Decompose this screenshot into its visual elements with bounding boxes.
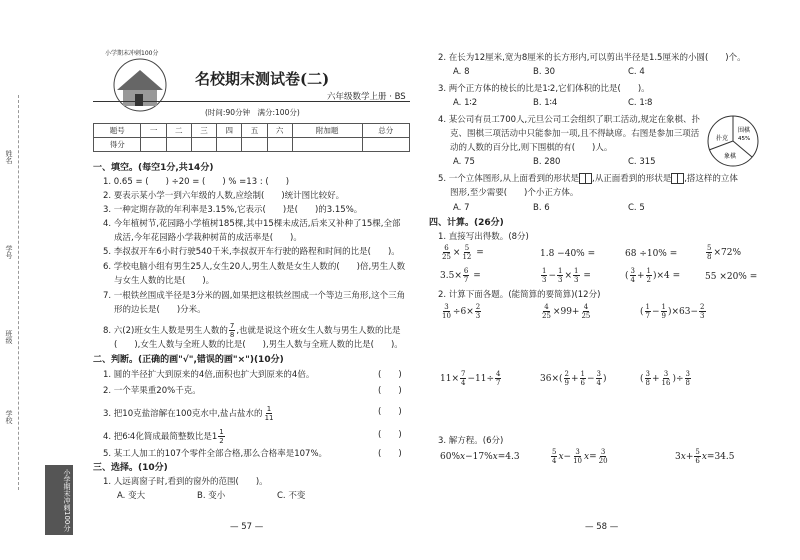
house-logo-icon [95,52,185,112]
equation-item: $\frac{5}{4}$ x− $\frac{3}{10}$ x= $\frac{3}{20}$ [552,448,608,465]
calc-1-item: 55 ×20% = [705,272,758,282]
score-header-row [94,124,410,138]
choice-q4-opt-b: B. 280 [533,157,561,167]
calc-1-item: 68 ÷10% = [625,249,678,259]
fill-q8-line2: ( ),女生人数与全班人数的比是( ),男生人数与全班人数的比是( )。 [114,340,403,350]
calc-1-item: $\frac{6}{25}$ × $\frac{5}{12}$ = [442,244,484,261]
choice-q4-line1: 4. 某公司有员工700人,元旦公司工会组织了职工活动,规定在象棋、扑 [438,115,700,125]
choice-q5-opt-c: C. 5 [628,203,645,213]
score-cell[interactable] [191,138,216,152]
score-header-cell: 二 [166,124,191,138]
fill-q4-line1: 4. 今年植树节,花园路小学植树185棵,其中15棵未成活,后来又补种了15棵,全部 [103,219,401,229]
judge-answer-paren[interactable]: ( ) [378,370,402,380]
fraction: $\frac{7}{8}$ [229,322,235,339]
calc-2-item: ( $\frac{1}{7}$ − $\frac{1}{9}$ )×63− $\frac{2}{3}$ [640,303,705,320]
choice-q4-line3: 动的人数的百分比,则下围棋的有( )人。 [450,143,613,153]
score-cell[interactable] [292,138,362,152]
fraction: $\frac{1}{11}$ [264,405,274,422]
choice-q3: 3. 两个正方体的棱长的比是1∶2,它们体积的比是( )。 [438,84,650,94]
calc-2-item: 36×( $\frac{2}{9}$ + $\frac{1}{6}$ − $\frac{3}{4}$ ) [540,370,607,387]
badge-arc-text: 小学期末冲刺100分 [105,50,159,57]
score-header-cell: 六 [267,124,292,138]
side-label-school: 学校 [5,410,13,424]
choice-q1-opt-b: B. 变小 [197,491,226,501]
fill-q7-line2: 形的边长是( )分米。 [114,305,206,315]
pie-label-go: 围棋 [738,127,751,134]
choice-q5-opt-b: B. 6 [533,203,550,213]
fill-q7-line1: 7. 一根铁丝围成半径是3分米的圆,如果把这根铁丝围成一个等边三角形,这个三角 [103,291,406,301]
score-row-label: 得分 [94,138,141,152]
choice-q2-opt-c: C. 4 [628,67,645,77]
judge-q4: 4. 把6∶4化简成最简整数比是1 $\frac{1}{2}$ [103,428,224,445]
fill-q5: 5. 李叔叔开车6小时行驶540千米,李叔叔开车行驶的路程和时间的比是( )。 [103,247,400,257]
calc-1-title: 1. 直接写出得数。(8分) [438,232,529,242]
section-3-title: 三、选择。(10分) [93,463,168,473]
choice-q4-opt-a: A. 75 [453,157,475,167]
equation-item: 3x+ $\frac{5}{6}$ x=34.5 [675,448,735,465]
judge-q3: 3. 把10克盐溶解在100克水中,盐占盐水的 $\frac{1}{11}$ [103,405,274,422]
choice-q1-opt-c: C. 不变 [277,491,306,501]
score-header-cell: 题号 [94,124,141,138]
calc-1-item: 3.5× $\frac{6}{7}$ = [440,267,481,284]
fill-q8-line1 [103,322,401,339]
score-cell[interactable] [217,138,242,152]
choice-q3-opt-b: B. 1∶4 [533,98,558,108]
fill-q8-pre: 8. 六(2)班女生人数是男生人数的 [103,326,228,336]
section-1-title: 一、填空。(每空1分,共14分) [93,163,214,173]
fill-q6-line2: 与女生人数的比是( )。 [114,276,215,286]
choice-q5-line1: 5. 一个立体图形,从上面看到的形状是 ,从正面看到的形状是 ,搭这样的立体 [438,174,738,184]
judge-answer-paren[interactable]: ( ) [378,449,402,459]
score-cell[interactable] [166,138,191,152]
subtitle: 六年级数学上册 · BS [327,92,406,102]
equation-item: 60%x−17%x=4.3 [440,452,520,462]
calc-2-item: 11× $\frac{7}{4}$ −11÷ $\frac{4}{7}$ [440,370,501,387]
calc-2-item: $\frac{3}{10}$ ÷6× $\frac{2}{3}$ [442,303,481,320]
calc-1-item: $\frac{5}{8}$ ×72% [707,244,742,261]
pie-label-percent: 45% [738,136,751,142]
fill-q8-post: ,也就是说这个班女生人数与男生人数的比是 [236,326,401,336]
title-rule [93,101,410,102]
fill-q4-line2: 成活,今年花园路小学栽种树苗的成活率是( )。 [114,233,302,243]
score-header-cell: 总分 [362,124,410,138]
choice-q5-opt-a: A. 7 [453,203,470,213]
side-label-class: 班级 [5,330,13,344]
exam-meta: (时间:90分钟 满分:100分) [205,108,300,117]
choice-q2: 2. 在长为12厘米,宽为8厘米的长方形内,可以剪出半径是1.5厘米的小圆( )个。 [438,53,746,63]
choice-q1: 1. 人远离窗子时,看到的窗外的范围( )。 [103,477,268,487]
side-label-name: 姓名 [5,150,13,164]
choice-q4-line2: 克、围棋三项活动中只能参加一项,且不得缺席。右图是参加三项活 [450,129,700,139]
score-table [93,123,410,152]
judge-answer-paren[interactable]: ( ) [378,386,402,396]
judge-answer-paren[interactable]: ( ) [378,407,402,417]
calc-2-item: $\frac{4}{25}$ ×99+ $\frac{4}{25}$ [542,303,591,320]
score-header-cell: 四 [217,124,242,138]
score-cell[interactable] [141,138,166,152]
score-header-cell: 附加题 [292,124,362,138]
page-title: 名校期末测试卷(二) [195,70,330,88]
section-2-title: 二、判断。(正确的画"√",错误的画"×")(10分) [93,355,284,365]
judge-q5: 5. 某工人加工的107个零件全部合格,那么合格率是107%。 [103,449,328,459]
score-row [94,138,410,152]
judge-answer-paren[interactable]: ( ) [378,430,402,440]
calc-3-title: 3. 解方程。(6分) [438,436,504,446]
pie-chart [706,114,760,168]
choice-q5-line2: 图形,至少需要( )个小正方体。 [450,188,579,198]
pie-label-chess: 象棋 [724,153,737,160]
choice-q1-opt-a: A. 变大 [117,491,146,501]
vertical-badge: 小学期末冲刺100分 [45,465,73,535]
fill-q2: 2. 要表示某小学一到六年级的人数,应绘制( )统计图比较好。 [103,191,345,201]
judge-q2: 2. 一个苹果重20%千克。 [103,386,201,396]
score-cell[interactable] [362,138,410,152]
judge-q1: 1. 圆的半径扩大到原来的4倍,面积也扩大到原来的4倍。 [103,370,315,380]
calc-1-item: ( $\frac{3}{4}$ + $\frac{1}{2}$ )×4 = [625,267,681,284]
calc-1-item: 1.8 −40% = [540,249,596,259]
pie-label-poker: 扑克 [716,135,729,142]
score-cell[interactable] [242,138,267,152]
side-label-id: 学号 [5,245,13,259]
calc-2-item: ( $\frac{3}{8}$ + $\frac{3}{16}$ )÷ $\frac{3}{8}$ [640,370,690,387]
choice-q2-opt-b: B. 30 [533,67,556,77]
fill-q1: 1. 0.65 = ( ) ÷20 = ( ) % =13 : ( ) [103,177,290,187]
fill-q3: 3. 一种定期存款的年利率是3.15%,它表示( )是( )的3.15%。 [103,205,363,215]
calc-1-item: $\frac{1}{3}$ − $\frac{1}{3}$ × $\frac{1}{3}$ = [542,267,591,284]
score-header-cell: 一 [141,124,166,138]
front-view-icon [671,173,684,184]
top-view-icon [579,173,592,184]
binding-dashed-line [18,95,20,490]
fraction: $\frac{1}{2}$ [219,428,224,445]
section-4-title: 四、计算。(26分) [429,218,504,228]
fill-q6-line1: 6. 学校电脑小组有男生25人,女生20人,男生人数是女生人数的( )倍,男生人数 [103,262,406,272]
page-number-right: — 58 — [585,522,619,532]
score-header-cell: 五 [242,124,267,138]
choice-q4-opt-c: C. 315 [628,157,656,167]
score-cell[interactable] [267,138,292,152]
choice-q2-opt-a: A. 8 [453,67,470,77]
choice-q3-opt-a: A. 1∶2 [453,98,478,108]
page-number-left: — 57 — [230,522,264,532]
choice-q3-opt-c: C. 1∶8 [628,98,653,108]
calc-2-title: 2. 计算下面各题。(能简算的要简算)(12分) [438,290,601,300]
score-header-cell: 三 [191,124,216,138]
